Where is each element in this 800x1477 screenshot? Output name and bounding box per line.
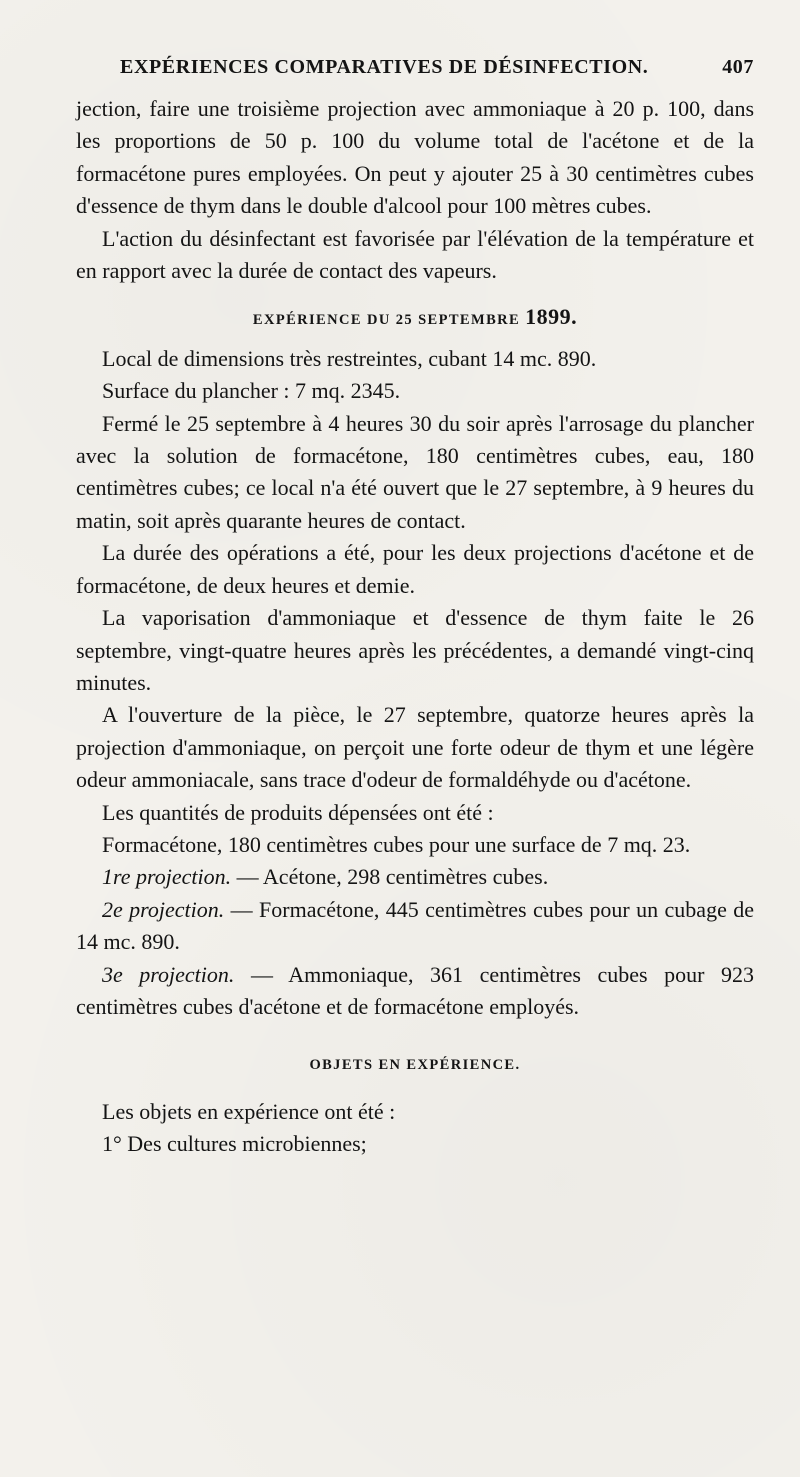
projection-label: 1re projection. xyxy=(102,864,232,890)
paragraph: jection, faire une troisième projection avec ammoniaque à 20 p. 100, dans les proportions de 50 p. 100 du volume total de l'acétone et de la formacétone pures employées. On peut y ajouter 25 à 30 centimètres cubes d'essence de thym dans le double d'alcool pour 100 mètres cubes. xyxy=(76,96,754,219)
running-title: EXPÉRIENCES COMPARATIVES DE DÉSINFECTION. xyxy=(120,56,649,78)
projection-label: 3e projection. xyxy=(102,961,235,987)
projection-text: — Acétone, 298 centimètres cubes. xyxy=(231,864,549,890)
body-text xyxy=(76,93,754,1161)
projection-item xyxy=(76,894,754,959)
paragraph: La vaporisation d'ammoniaque et d'essence de thym faite le 26 septembre, vingt-quatre heures après les précédentes, a demandé vingt-cinq minutes. xyxy=(76,605,754,695)
experiment-heading-year: 1899. xyxy=(525,304,578,330)
page-number: 407 xyxy=(722,56,754,78)
running-header xyxy=(76,56,754,79)
paragraph: 1° Des cultures microbiennes; xyxy=(102,1131,367,1157)
paragraph: Les quantités de produits dépensées ont été : xyxy=(102,799,494,825)
experiment-heading xyxy=(76,301,754,336)
paragraph: Formacétone, 180 centimètres cubes pour une surface de 7 mq. 23. xyxy=(102,831,691,857)
paragraph: Local de dimensions très restreintes, cubant 14 mc. 890. xyxy=(102,345,597,371)
projection-text: — Ammoniaque, 361 centimètres cubes pour 923 centimètres cubes d'acétone et de formacétone employés. xyxy=(76,961,754,1019)
projection-item xyxy=(76,861,754,893)
paragraph: Surface du plancher : 7 mq. 2345. xyxy=(102,378,401,404)
paragraph: L'action du désinfectant est favorisée par l'élévation de la température et en rapport avec la durée de contact des vapeurs. xyxy=(76,225,754,284)
projection-item xyxy=(76,959,754,1024)
paragraph: Fermé le 25 septembre à 4 heures 30 du soir après l'arrosage du plancher avec la solution de formacétone, 180 centimètres cubes, eau, 180 centimètres cubes; ce local n'a été ouvert que le 27 septembre, à 9 heures du matin, soit après quarante heures de contact. xyxy=(76,410,754,533)
projection-text: — Formacétone, 445 centimètres cubes pour un cubage de 14 mc. 890. xyxy=(76,896,754,955)
experiment-heading-text: EXPÉRIENCE DU 25 SEPTEMBRE xyxy=(252,312,526,329)
projection-label: 2e projection. xyxy=(102,896,225,922)
paragraph: Les objets en expérience ont été : xyxy=(102,1098,396,1124)
paragraph: A l'ouverture de la pièce, le 27 septembre, quatorze heures après la projection d'ammoniaque, on perçoit une forte odeur de thym et une légère odeur ammoniacale, sans trace d'odeur de formaldéhyde ou d'acétone. xyxy=(76,702,754,793)
objects-heading: OBJETS EN EXPÉRIENCE. xyxy=(309,1057,521,1074)
paragraph: La durée des opérations a été, pour les deux projections d'acétone et de formacétone, de deux heures et demie. xyxy=(76,540,754,598)
